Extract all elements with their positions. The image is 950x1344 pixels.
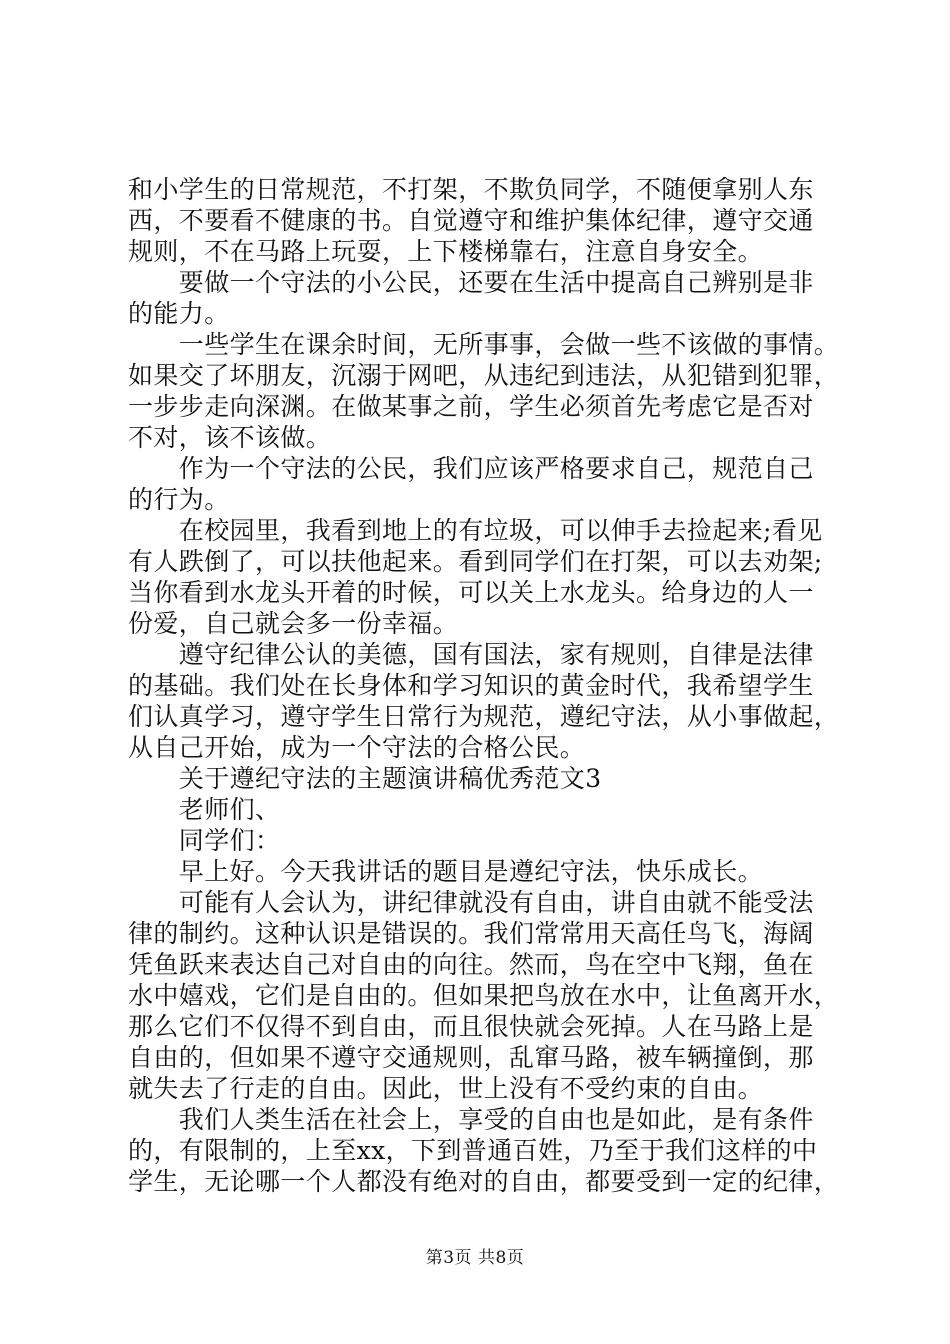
text-line: 如果交了坏朋友，沉溺于网吧，从违纪到违法，从犯错到犯罪， (128, 361, 840, 390)
document-body (128, 174, 848, 1197)
text-line: 要做一个守法的小公民，还要在生活中提高自己辨别是非 (128, 268, 814, 297)
text-line: 的能力。 (128, 299, 230, 328)
page-number-footer: 第3页 共8页 (425, 1248, 525, 1268)
text-line: 水中嬉戏，它们是自由的。但如果把鸟放在水中，让鱼离开水， (128, 981, 840, 1010)
text-line: 有人跌倒了，可以扶他起来。看到同学们在打架，可以去劝架; (128, 547, 823, 576)
salutation-line: 同学们： (128, 826, 281, 855)
text-line: 的，有限制的，上至xx，下到普通百姓，乃至于我们这样的中 (128, 1136, 818, 1165)
salutation-line: 老师们、 (128, 795, 281, 824)
text-line: 从自己开始，成为一个守法的合格公民。 (128, 733, 586, 762)
text-line: 就失去了行走的自由。因此，世上没有不受约束的自由。 (128, 1074, 764, 1103)
text-line: 早上好。今天我讲话的题目是遵纪守法，快乐成长。 (128, 857, 764, 886)
text-line: 那么它们不仅得不到自由，而且很快就会死掉。人在马路上是 (128, 1012, 814, 1041)
text-line: 遵守纪律公认的美德，国有国法，家有规则，自律是法律 (128, 640, 814, 669)
text-line: 的行为。 (128, 485, 230, 514)
text-line: 作为一个守法的公民，我们应该严格要求自己，规范自己 (128, 454, 814, 483)
text-line: 和小学生的日常规范，不打架，不欺负同学，不随便拿别人东 (128, 175, 814, 204)
text-line: 一步步走向深渊。在做某事之前，学生必须首先考虑它是否对 (128, 392, 814, 421)
text-line: 可能有人会认为，讲纪律就没有自由，讲自由就不能受法 (128, 888, 814, 917)
text-line: 律的制约。这种认识是错误的。我们常常用天高任鸟飞，海阔 (128, 919, 814, 948)
section-heading: 关于遵纪守法的主题演讲稿优秀范文3 (128, 764, 602, 793)
text-line: 西，不要看不健康的书。自觉遵守和维护集体纪律，遵守交通 (128, 206, 814, 235)
text-line: 自由的，但如果不遵守交通规则，乱窜马路，被车辆撞倒，那 (128, 1043, 814, 1072)
text-line: 的基础。我们处在长身体和学习知识的黄金时代，我希望学生 (128, 671, 814, 700)
text-line: 凭鱼跃来表达自己对自由的向往。然而，鸟在空中飞翔，鱼在 (128, 950, 814, 979)
text-line: 们认真学习，遵守学生日常行为规范，遵纪守法，从小事做起， (128, 702, 840, 731)
text-line: 我们人类生活在社会上，享受的自由也是如此，是有条件 (128, 1105, 814, 1134)
text-line: 不对，该不该做。 (128, 423, 332, 452)
text-line: 一些学生在课余时间，无所事事，会做一些不该做的事情。 (128, 330, 840, 359)
text-line: 份爱，自己就会多一份幸福。 (128, 609, 459, 638)
text-line: 在校园里，我看到地上的有垃圾，可以伸手去捡起来;看见 (128, 516, 823, 545)
text-line: 学生，无论哪一个人都没有绝对的自由，都要受到一定的纪律， (128, 1167, 840, 1196)
text-line: 当你看到水龙头开着的时候，可以关上水龙头。给身边的人一 (128, 578, 814, 607)
text-line: 规则，不在马路上玩耍，上下楼梯靠右，注意自身安全。 (128, 237, 764, 266)
